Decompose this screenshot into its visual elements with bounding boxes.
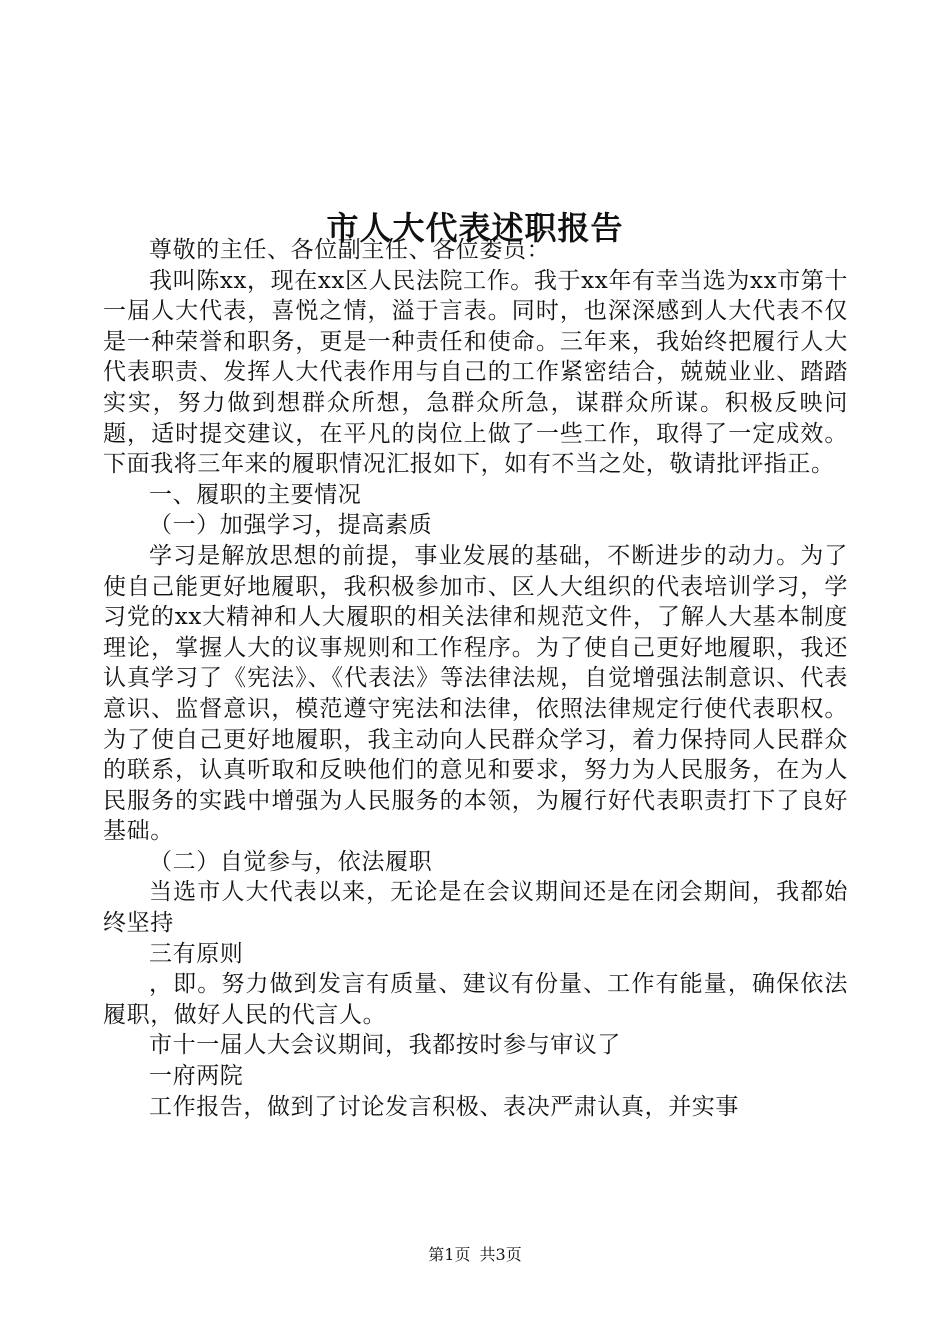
page-number: 第1页 <box>428 1245 471 1264</box>
salutation: 尊敬的主任、各位副主任、各位委员： <box>149 237 551 263</box>
document-title: 市人大代表述职报告 <box>326 209 624 248</box>
government-phrase: 一府两院 <box>149 1063 244 1090</box>
principle-phrase: 三有原则 <box>149 940 244 967</box>
report-paragraph: 工作报告，做到了讨论发言积极、表决严肃认真，并实事 <box>149 1093 739 1120</box>
section-heading-1: 一、履职的主要情况 <box>149 481 362 508</box>
page-total: 共3页 <box>479 1245 522 1264</box>
subsection-heading-1: （一）加强学习，提高素质 <box>149 512 433 539</box>
intro-paragraph: 我叫陈xx，现在xx区人民法院工作。我于xx年有幸当选为xx市第十一届人大代表，喜悦之情，溢于言表。同时，也深深感到人大代表不仅是一种荣誉和职务，更是一种责任和使命。三年来，我始终把履行人大代表职责、发挥人大代表作用与自己的工作紧密结合，兢兢业业、踏踏实实，努力做到想群众所想，急群众所急，谋群众所谋。积极反映问题，适时提交建议，在平凡的岗位上做了一些工作，取得了一定成效。下面我将三年来的履职情况汇报如下，如有不当之处，敬请批评指正。 <box>103 267 848 478</box>
subsection-heading-2: （二）自觉参与，依法履职 <box>149 848 433 875</box>
document-body <box>103 235 848 1122</box>
page-footer <box>0 1244 950 1266</box>
participation-paragraph: 当选市人大代表以来，无论是在会议期间还是在闭会期间，我都始终坚持 <box>103 879 848 937</box>
principle-paragraph: ，即。努力做到发言有质量、建议有份量、工作有能量，确保依法履职，做好人民的代言人。 <box>103 971 848 1028</box>
session-paragraph: 市十一届人大会议期间，我都按时参与审议了 <box>149 1032 621 1059</box>
study-paragraph: 学习是解放思想的前提，事业发展的基础，不断进步的动力。为了使自己能更好地履职，我积极参加市、区人大组织的代表培训学习，学习党的xx大精神和人大履职的相关法律和规范文件，了解人大基本制度理论，掌握人大的议事规则和工作程序。为了使自己更好地履职，我还认真学习了《宪法》、《代表法》等法律法规，自觉增强法制意识、代表意识、监督意识，模范遵守宪法和法律，依照法律规定行使代表职权。为了使自己更好地履职，我主动向人民群众学习，着力保持同人民群众的联系，认真听取和反映他们的意见和要求，努力为人民服务，在为人民服务的实践中增强为人民服务的本领，为履行好代表职责打下了良好基础。 <box>103 542 848 845</box>
